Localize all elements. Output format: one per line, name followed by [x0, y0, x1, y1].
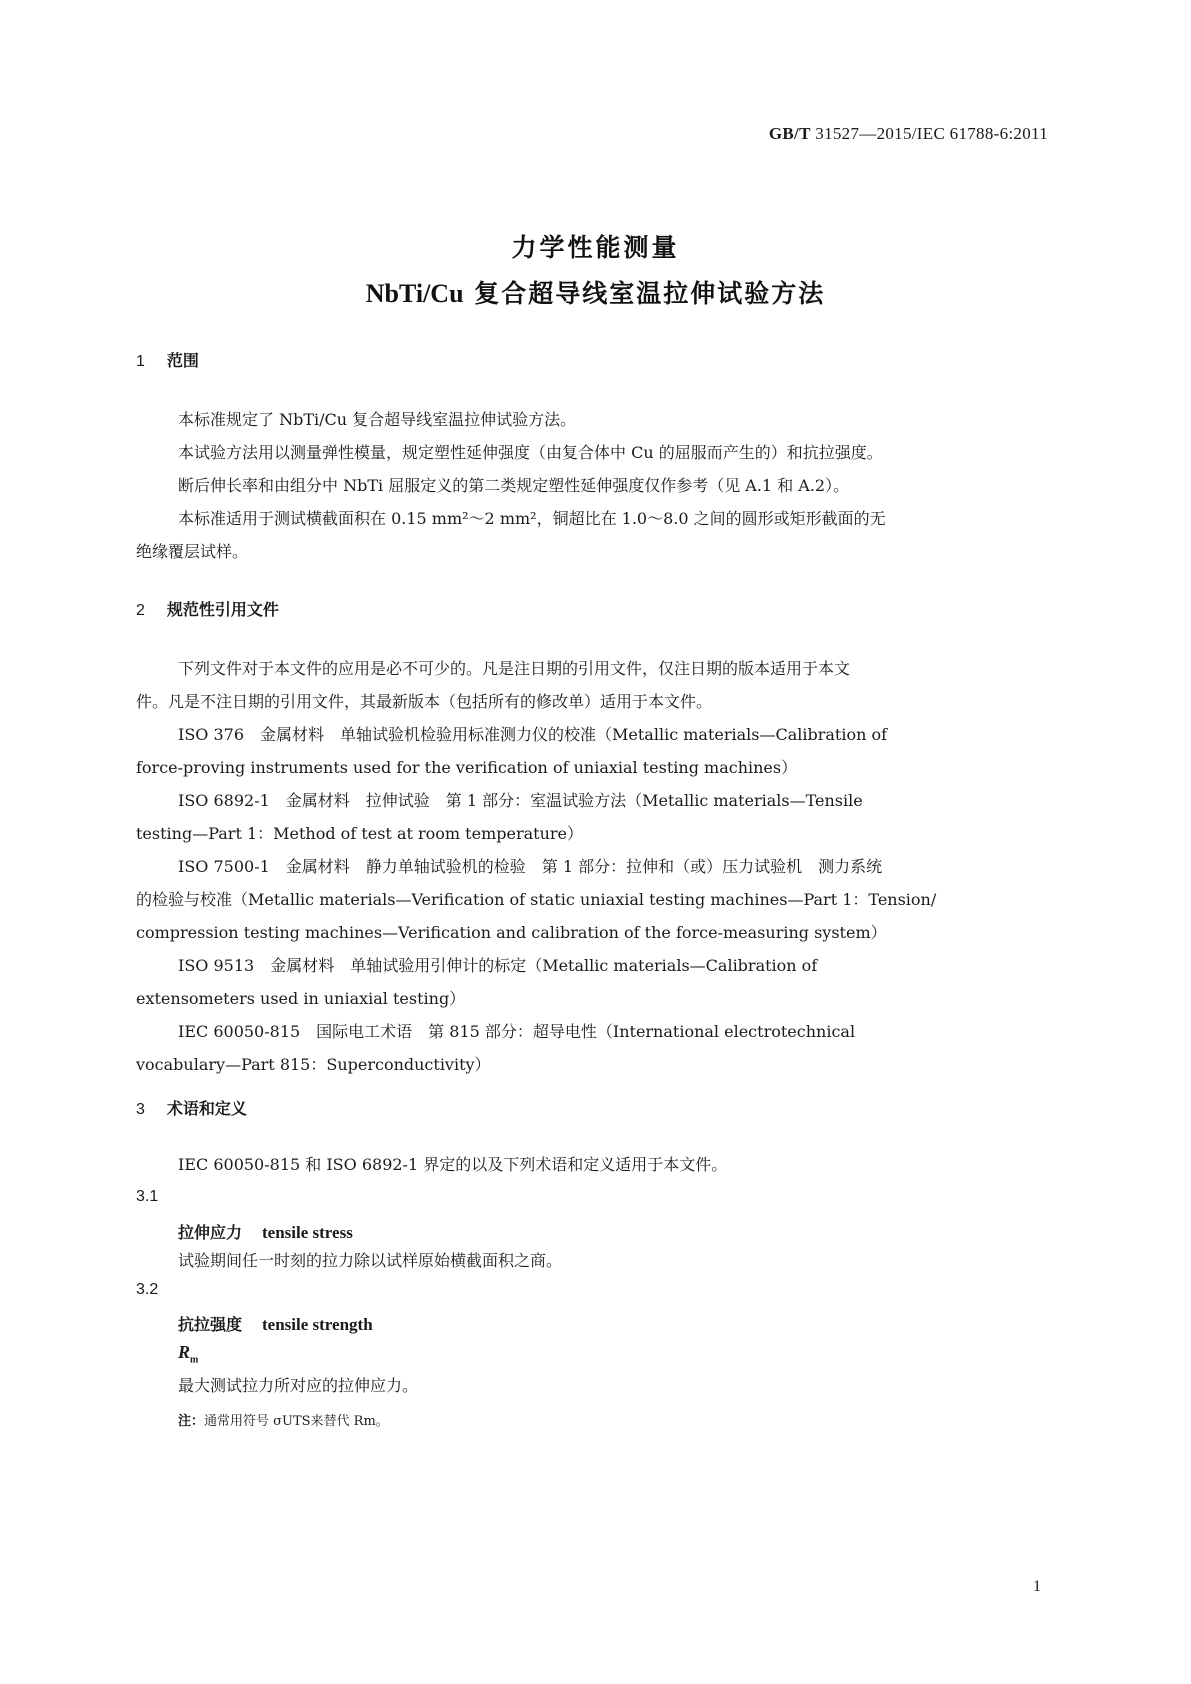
term-3-2-symbol: $R_m$	[178, 1342, 199, 1366]
section-1-body: 本标准规定了 NbTi/Cu 复合超导线室温拉伸试验方法。 本试验方法用以测量弹性模量，规定塑性延伸强度（由复合体中 Cu 的屈服而产生的）和抗拉强度。 断后伸长率和由组分中 NbTi 屈服定义的第二类规定塑性延伸强度仅作参考（见 A.1 和 A.2）。 本标准适用于测试横截面积在 0.15 mm²～2 mm²，铜超比在 1.0～8.0 之间的圆形或矩形截面的无 绝缘覆层试样。	[136, 410, 886, 561]
standard-code: GB/T 31527—2015/IEC 61788-6:2011	[768, 124, 1048, 143]
document-title: 力学性能测量	[511, 233, 680, 262]
section-3-heading: 3 术语和定义	[136, 1099, 247, 1118]
term-3-1-definition: 试验期间任一时刻的拉力除以试样原始横截面积之商。	[178, 1251, 563, 1270]
document-subtitle: NbTi/Cu 复合超导线室温拉伸试验方法	[365, 279, 826, 308]
note: 注：通常用符号 σUTS来替代 Rm。	[178, 1414, 389, 1429]
term-3-1-number: 3.1	[136, 1188, 159, 1205]
section-2-heading: 2 规范性引用文件	[136, 600, 279, 619]
term-3-2-definition: 最大测试拉力所对应的拉伸应力。	[178, 1376, 419, 1395]
section-2-body: 下列文件对于本文件的应用是必不可少的。凡是注日期的引用文件，仅注日期的版本适用于本文 件。凡是不注日期的引用文件，其最新版本（包括所有的修改单）适用于本文件。 ISO 376 金属材料 单轴试验机检验用标准测力仪的校准（Metallic materials—Calibration of force-proving instruments used for the verification of uniaxial testing machines） ISO 6892-1 金属材料 拉伸试验 第 1 部分：室温试验方法（Metallic materials—Tensile testing—Part 1：Method of test at room temperature） ISO 7500-1 金属材料 静力单轴试验机的检验 第 1 部分：拉伸和（或）压力试验机 测力系统 的检验与校准（Metallic materials—Verification of static uniaxial testing machines—Part 1：Tension/ compression testing machines—Verification and calibration of the force-measuring system） ISO 9513 金属材料 单轴试验用引伸计的标定（Metallic materials—Calibration of extensometers used in uniaxial testing） IEC 60050-815 国际电工术语 第 815 部分：超导电性（International electrotechnical vocabulary—Part 815：Superconductivity）	[136, 659, 937, 1074]
term-3-1-name: 拉伸应力 tensile stress	[178, 1223, 353, 1242]
term-3-2-name: 抗拉强度 tensile strength	[178, 1315, 373, 1334]
section-1-heading: 1 范围	[136, 351, 199, 370]
section-3-intro: IEC 60050-815 和 ISO 6892-1 界定的以及下列术语和定义适用于本文件。	[178, 1155, 728, 1174]
term-3-2-number: 3.2	[136, 1281, 159, 1298]
page-number: 1	[1033, 1578, 1041, 1595]
